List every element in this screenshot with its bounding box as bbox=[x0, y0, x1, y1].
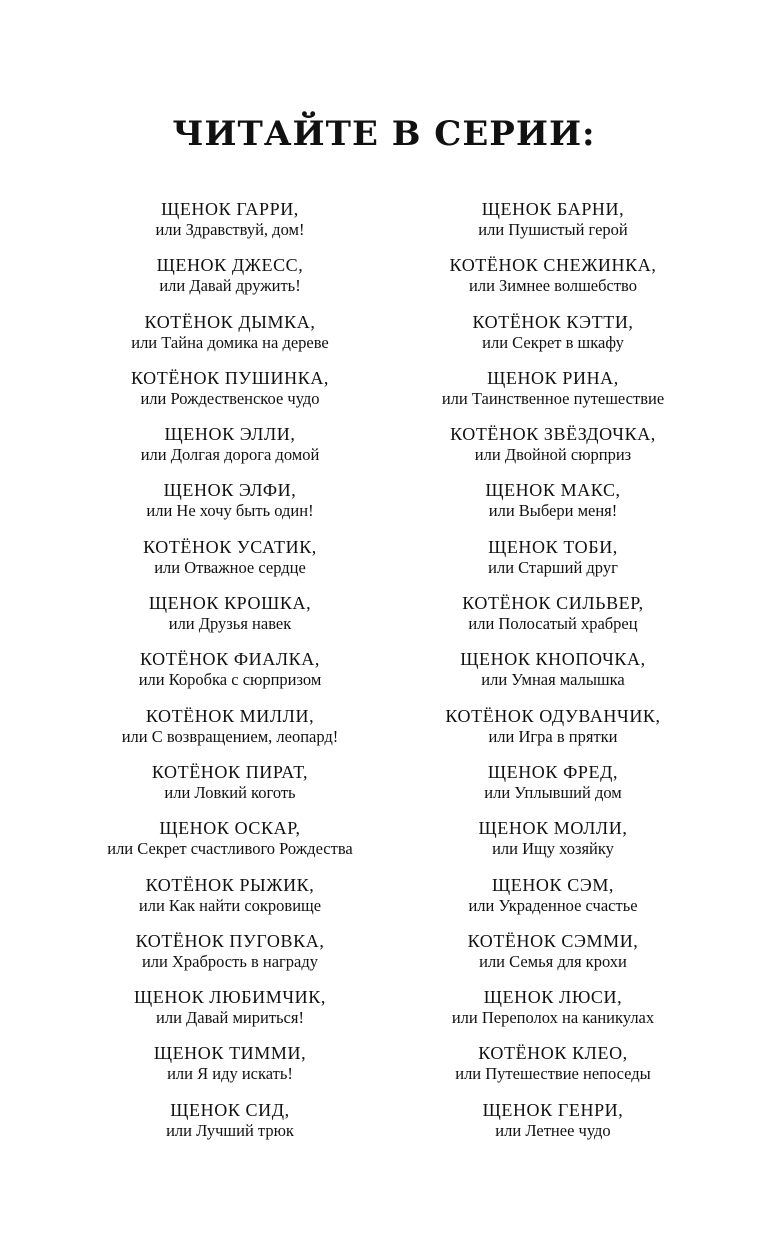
book-subtitle: или Лучший трюк bbox=[166, 1120, 294, 1140]
book-entry bbox=[50, 817, 410, 873]
book-entry bbox=[50, 423, 410, 479]
book-entry bbox=[373, 1042, 733, 1098]
book-entry bbox=[373, 705, 733, 761]
book-entry bbox=[50, 479, 410, 535]
book-title: ЩЕНОК ЛЮБИМЧИК, bbox=[134, 987, 326, 1008]
book-title: ЩЕНОК КРОШКА, bbox=[148, 593, 312, 614]
book-title: КОТЁНОК ПУГОВКА, bbox=[135, 930, 325, 951]
book-subtitle: или Зимнее волшебство bbox=[469, 276, 637, 296]
book-title: ЩЕНОК МАКС, bbox=[485, 480, 621, 501]
book-entry bbox=[373, 1099, 733, 1155]
book-entry bbox=[373, 311, 733, 367]
book-title: КОТЁНОК КЛЕО, bbox=[478, 1043, 628, 1064]
book-entry bbox=[50, 311, 410, 367]
book-title: КОТЁНОК МИЛЛИ, bbox=[145, 705, 315, 726]
book-entry bbox=[373, 761, 733, 817]
book-title: ЩЕНОК МОЛЛИ, bbox=[478, 818, 628, 839]
book-title: ЩЕНОК ТИММИ, bbox=[153, 1043, 307, 1064]
book-title: КОТЁНОК ОДУВАНЧИК, bbox=[445, 705, 661, 726]
page-heading: ЧИТАЙТЕ В СЕРИИ: bbox=[172, 114, 596, 154]
book-subtitle: или Давай дружить! bbox=[159, 276, 301, 296]
book-entry bbox=[373, 198, 733, 254]
book-subtitle: или Секрет счастливого Рождества bbox=[107, 839, 353, 859]
book-entry bbox=[373, 648, 733, 704]
book-title: ЩЕНОК ОСКАР, bbox=[159, 818, 301, 839]
book-subtitle: или Как найти сокровище bbox=[138, 895, 322, 915]
book-title: КОТЁНОК УСАТИК, bbox=[143, 536, 317, 557]
book-title: КОТЁНОК СНЕЖИНКА, bbox=[449, 255, 657, 276]
book-entry bbox=[50, 930, 410, 986]
book-entry bbox=[50, 198, 410, 254]
book-entry bbox=[50, 705, 410, 761]
book-title: ЩЕНОК ДЖЕСС, bbox=[156, 255, 304, 276]
book-entry bbox=[373, 817, 733, 873]
book-entry bbox=[373, 423, 733, 479]
book-title: КОТЁНОК СЭММИ, bbox=[467, 930, 639, 951]
book-title: ЩЕНОК ЭЛФИ, bbox=[163, 480, 297, 501]
book-subtitle: или Я иду искать! bbox=[167, 1064, 293, 1084]
book-title: КОТЁНОК КЭТТИ, bbox=[472, 311, 634, 332]
book-title: ЩЕНОК РИНА, bbox=[487, 367, 619, 388]
book-entry bbox=[373, 874, 733, 930]
book-entry bbox=[50, 254, 410, 310]
book-subtitle: или Игра в прятки bbox=[488, 726, 618, 746]
book-entry bbox=[50, 874, 410, 930]
book-subtitle: или Секрет в шкафу bbox=[482, 332, 624, 352]
book-subtitle: или С возвращением, леопард! bbox=[121, 726, 339, 746]
book-title: ЩЕНОК ЭЛЛИ, bbox=[164, 424, 296, 445]
book-title: ЩЕНОК ГЕНРИ, bbox=[482, 1099, 624, 1120]
book-subtitle: или Переполох на каникулах bbox=[451, 1008, 655, 1028]
book-subtitle: или Путешествие непоседы bbox=[455, 1064, 651, 1084]
book-title: КОТЁНОК ДЫМКА, bbox=[144, 311, 316, 332]
book-entry bbox=[373, 254, 733, 310]
book-subtitle: или Уплывший дом bbox=[484, 782, 622, 802]
book-title: ЩЕНОК ГАРРИ, bbox=[161, 199, 299, 219]
book-entry bbox=[373, 986, 733, 1042]
book-subtitle: или Ловкий коготь bbox=[164, 782, 296, 802]
book-subtitle: или Семья для крохи bbox=[479, 951, 627, 971]
book-entry bbox=[50, 986, 410, 1042]
book-title: КОТЁНОК ПУШИНКА, bbox=[130, 367, 330, 388]
book-subtitle: или Коробка с сюрпризом bbox=[138, 670, 322, 690]
book-subtitle: или Украденное счастье bbox=[468, 895, 638, 915]
book-entry bbox=[50, 1042, 410, 1098]
book-entry bbox=[373, 592, 733, 648]
book-title: КОТЁНОК СИЛЬВЕР, bbox=[462, 593, 644, 614]
book-subtitle: или Рождественское чудо bbox=[140, 388, 320, 408]
book-entry bbox=[373, 536, 733, 592]
book-title: КОТЁНОК ЗВЁЗДОЧКА, bbox=[450, 424, 656, 445]
book-entry bbox=[50, 648, 410, 704]
book-subtitle: или Здравствуй, дом! bbox=[155, 220, 305, 239]
book-title: КОТЁНОК РЫЖИК, bbox=[145, 874, 315, 895]
book-title: ЩЕНОК СЭМ, bbox=[491, 874, 615, 895]
book-subtitle: или Друзья навек bbox=[168, 614, 292, 634]
book-title: КОТЁНОК ПИРАТ, bbox=[151, 761, 309, 782]
book-subtitle: или Не хочу быть один! bbox=[146, 501, 314, 521]
book-subtitle: или Пушистый герой bbox=[478, 220, 628, 239]
book-subtitle: или Умная малышка bbox=[481, 670, 625, 690]
book-title: ЩЕНОК КНОПОЧКА, bbox=[460, 649, 646, 670]
book-subtitle: или Давай мириться! bbox=[156, 1008, 304, 1028]
book-subtitle: или Полосатый храбрец bbox=[468, 614, 638, 634]
book-title: ЩЕНОК ЛЮСИ, bbox=[483, 987, 623, 1008]
book-title: ЩЕНОК БАРНИ, bbox=[481, 199, 625, 219]
book-subtitle: или Двойной сюрприз bbox=[474, 445, 632, 465]
book-entry bbox=[373, 367, 733, 423]
book-title: КОТЁНОК ФИАЛКА, bbox=[140, 649, 320, 670]
book-entry bbox=[50, 367, 410, 423]
book-subtitle: или Долгая дорога домой bbox=[140, 445, 320, 465]
right-column bbox=[373, 198, 733, 1155]
book-subtitle: или Тайна домика на дереве bbox=[131, 332, 329, 352]
left-column bbox=[50, 198, 410, 1155]
book-subtitle: или Старший друг bbox=[488, 557, 618, 577]
book-subtitle: или Летнее чудо bbox=[495, 1120, 611, 1140]
book-subtitle: или Отважное сердце bbox=[154, 557, 306, 577]
book-title: ЩЕНОК ТОБИ, bbox=[488, 536, 618, 557]
book-subtitle: или Ищу хозяйку bbox=[492, 839, 614, 859]
book-entry bbox=[50, 1099, 410, 1155]
book-subtitle: или Храбрость в награду bbox=[141, 951, 319, 971]
book-subtitle: или Таинственное путешествие bbox=[441, 388, 665, 408]
book-subtitle: или Выбери меня! bbox=[488, 501, 618, 521]
book-entry bbox=[50, 536, 410, 592]
book-title: ЩЕНОК СИД, bbox=[170, 1099, 290, 1120]
book-entry bbox=[50, 592, 410, 648]
book-title: ЩЕНОК ФРЕД, bbox=[487, 761, 619, 782]
book-entry bbox=[50, 761, 410, 817]
book-entry bbox=[373, 930, 733, 986]
book-entry bbox=[373, 479, 733, 535]
